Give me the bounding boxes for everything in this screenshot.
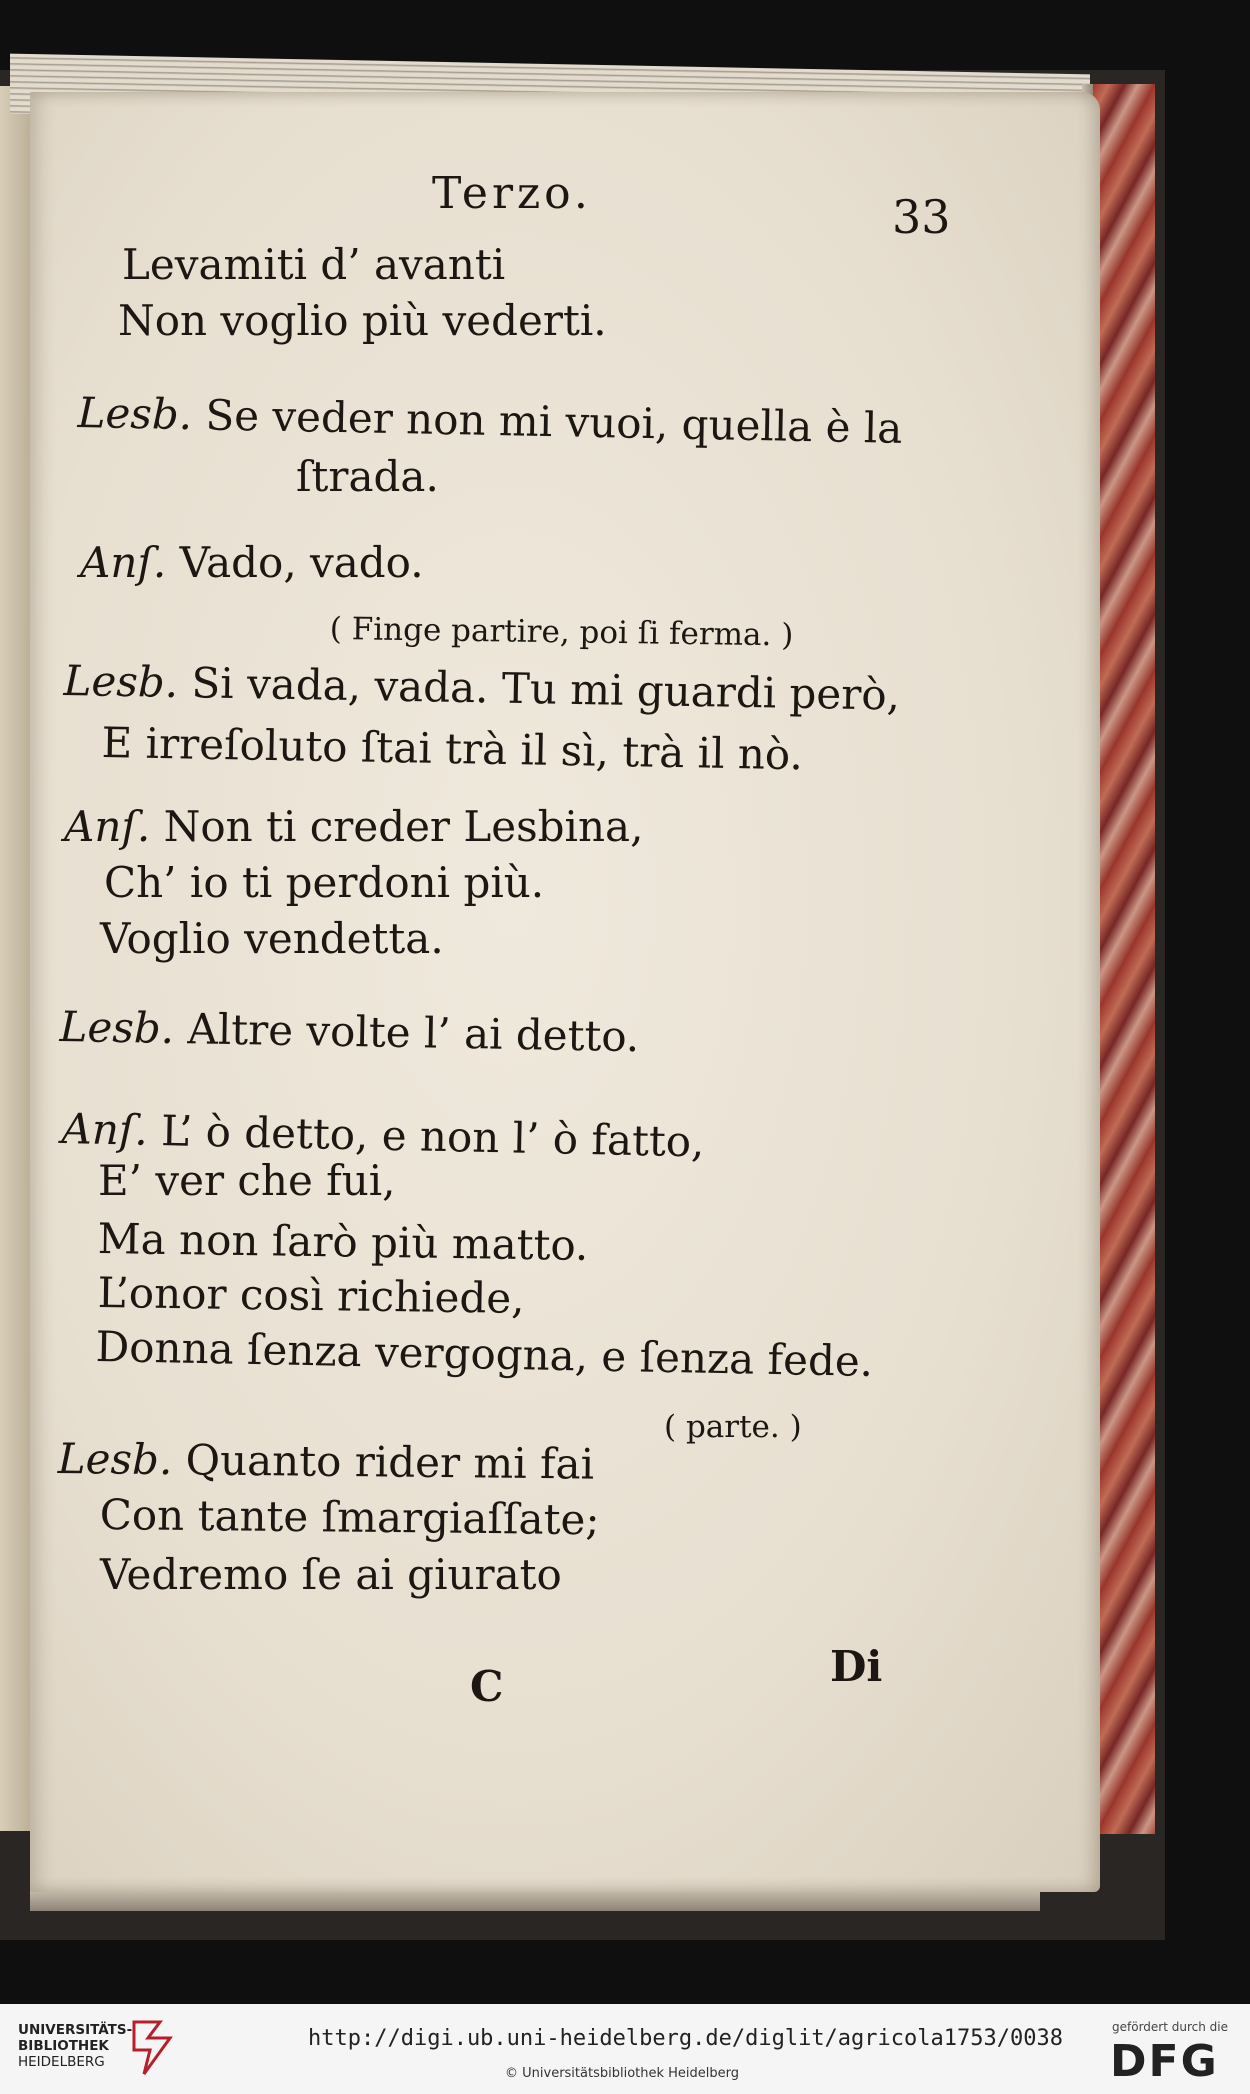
verse-line	[57, 1434, 595, 1489]
verse-line	[118, 296, 607, 345]
verse-text: Con tante ſmargiaſſate;	[99, 1490, 600, 1545]
verse-text: Ma non ſarò più matto.	[97, 1214, 589, 1270]
library-logo-icon	[130, 2018, 174, 2078]
verse-text: L’ ò detto, e non l’ ò fatto,	[160, 1106, 705, 1167]
left-page-edge	[0, 86, 34, 1831]
library-name-line: UNIVERSITÄTS-	[18, 2022, 133, 2038]
verse-text: ( parte. )	[664, 1409, 802, 1445]
verse-line	[97, 1214, 589, 1270]
verse-line	[100, 914, 444, 963]
speaker-name: Anſ.	[61, 1104, 149, 1155]
verse-line	[99, 1490, 600, 1545]
verse-line	[80, 538, 424, 587]
speaker-name: Anſ.	[64, 802, 151, 851]
speaker-name: Anſ.	[80, 538, 167, 587]
marbled-cover	[1093, 84, 1155, 1834]
permalink-url[interactable]: http://digi.ub.uni-heidelberg.de/diglit/agricola1753/0038	[308, 2026, 1063, 2051]
dfg-logo: DFG	[1110, 2036, 1219, 2087]
verse-line	[104, 858, 545, 907]
verse-text: Voglio vendetta.	[100, 914, 444, 963]
verse-text: Vado, vado.	[179, 538, 424, 587]
running-head: Terzo.	[432, 168, 592, 219]
speaker-name: Lesb.	[59, 1002, 175, 1053]
verse-line	[122, 240, 506, 289]
library-logo-text	[18, 2022, 132, 2071]
signature-mark: C	[470, 1662, 504, 1711]
copyright-notice: © Universitätsbibliothek Heidelberg	[505, 2066, 740, 2081]
verse-text: ſtrada.	[296, 452, 439, 501]
verse-text: E irreſoluto ſtai trà il sì, trà il nò.	[101, 718, 804, 780]
verse-line	[101, 718, 804, 780]
verse-line	[59, 1002, 640, 1062]
speaker-name: Lesb.	[57, 1434, 173, 1485]
dfg-caption: gefördert durch die	[1112, 2020, 1228, 2034]
verse-line	[98, 1156, 396, 1205]
verse-text: Non voglio più vederti.	[118, 296, 607, 345]
verse-text: Si vada, vada. Tu mi guardi però,	[191, 658, 901, 720]
verse-line	[296, 452, 439, 501]
verse-text: Ch’ io ti perdoni più.	[104, 858, 545, 907]
verse-text: E’ ver che fui,	[98, 1156, 396, 1205]
verse-text: Levamiti d’ avanti	[122, 240, 506, 289]
verse-text: Altre volte l’ ai detto.	[187, 1004, 640, 1062]
library-name-line: HEIDELBERG	[18, 2054, 105, 2071]
speaker-name: Lesb.	[77, 388, 193, 440]
verse-text: Donna ſenza vergogna, e ſenza fede.	[95, 1322, 874, 1386]
verse-line	[64, 802, 644, 851]
speaker-name: Lesb.	[63, 656, 179, 707]
verse-text: Vedremo ſe ai giurato	[100, 1550, 562, 1599]
verse-text: Quanto rider mi fai	[185, 1435, 595, 1489]
stage-direction	[664, 1409, 802, 1445]
library-name-line: BIBLIOTHEK	[18, 2038, 109, 2055]
verse-text: L’onor così richiede,	[97, 1268, 525, 1323]
page-number: 33	[892, 190, 951, 244]
verse-line	[100, 1550, 562, 1599]
verse-text: Se veder non mi vuoi, quella è la	[205, 390, 903, 453]
verse-text: Non ti creder Lesbina,	[163, 802, 644, 851]
book-page	[30, 92, 1100, 1892]
stage-direction	[329, 611, 794, 654]
verse-text: ( Finge partire, poi ſi ferma. )	[329, 611, 794, 654]
catchword: Di	[830, 1642, 883, 1691]
verse-line	[97, 1268, 525, 1323]
